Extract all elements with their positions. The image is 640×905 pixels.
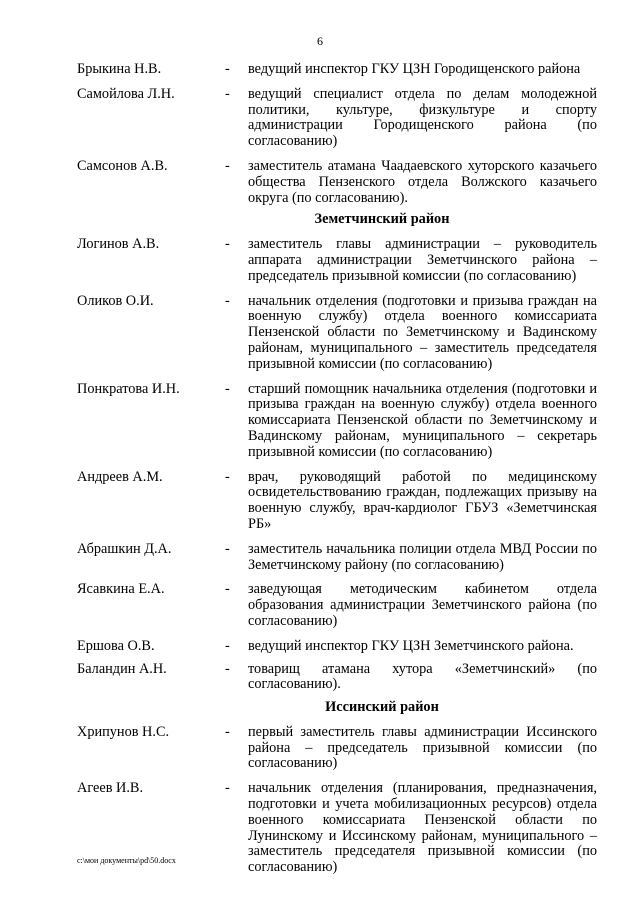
- dash-separator: -: [225, 540, 230, 557]
- dash-separator: -: [225, 660, 230, 677]
- dash-separator: -: [225, 780, 230, 797]
- section-title: Земетчинский район: [314, 211, 450, 228]
- person-name: Оликов О.И.: [77, 292, 154, 309]
- person-name: Хрипунов Н.С.: [77, 723, 170, 740]
- person-name: Логинов А.В.: [77, 236, 160, 253]
- person-name: Понкратова И.Н.: [77, 380, 180, 397]
- list-item: [77, 87, 597, 150]
- person-name: Ершова О.В.: [77, 637, 155, 654]
- person-role: врач, руководящий работой по медицинскому освидетельствованию граждан, подлежащих призыву на военную службу, врач-кардиолог ГБУЗ «Земетчинская РБ»: [248, 468, 597, 532]
- person-name: Брыкина Н.В.: [77, 61, 162, 77]
- person-name: Самойлова Л.Н.: [77, 85, 175, 102]
- person-name: Самсонов А.В.: [77, 157, 168, 174]
- person-name: Ясавкина Е.А.: [77, 581, 165, 598]
- dash-separator: -: [225, 581, 230, 598]
- dash-separator: -: [225, 723, 230, 740]
- list-item: [77, 294, 597, 373]
- list-item: [77, 237, 597, 284]
- dash-separator: -: [225, 236, 230, 253]
- dash-separator: -: [225, 61, 230, 77]
- footer-file-path: c:\мои документы\pd\50.docx: [77, 856, 176, 865]
- person-role: ведущий инспектор ГКУ ЦЗН Городищенского района: [248, 61, 581, 77]
- person-name: Агеев И.В.: [77, 780, 144, 797]
- person-role: начальник отделения (планирования, предназначения, подготовки и учета мобилизационных ресурсов) отдела военного комиссариата Пензенской области по Лунинскому и Иссинскому районам, муниципального – заместитель председателя призывной комиссии (по согласованию): [248, 780, 597, 876]
- section-title: Иссинский район: [325, 699, 439, 716]
- list-item: [77, 470, 597, 533]
- dash-separator: -: [225, 637, 230, 654]
- person-role: старший помощник начальника отделения (подготовки и призыва граждан на военную службу) отдела военного комиссариата Пензенской области по Земетчинскому и Вадинскому районам, муниципального – секретарь призывной комиссии (по согласованию): [248, 380, 597, 460]
- list-item: [77, 382, 597, 461]
- person-name: Андреев А.М.: [77, 468, 163, 485]
- list-item: [77, 159, 597, 206]
- person-name: Баландин А.Н.: [77, 660, 167, 677]
- list-item: [77, 542, 597, 574]
- dash-separator: -: [225, 85, 230, 102]
- person-role: начальник отделения (подготовки и призыва граждан на военную службу) отдела военного комиссариата Пензенской области по Земетчинскому и Вадинскому районам, муниципального – заместитель председателя призывной комиссии (по согласованию): [248, 292, 597, 372]
- person-role: первый заместитель главы администрации Иссинского района – председатель призывной комиссии (по согласованию): [248, 723, 597, 772]
- person-role: ведущий инспектор ГКУ ЦЗН Земетчинского района.: [248, 637, 574, 654]
- person-name: Абрашкин Д.А.: [77, 540, 172, 557]
- person-role: заведующая методическим кабинетом отдела образования администрации Земетчинского района (по согласованию): [248, 581, 597, 629]
- list-item: [77, 582, 597, 629]
- person-role: заместитель главы администрации – руководитель аппарата администрации Земетчинского района – председатель призывной комиссии (по согласованию): [248, 236, 597, 284]
- dash-separator: -: [225, 292, 230, 309]
- list-item: [77, 639, 597, 655]
- person-role: товарищ атамана хутора «Земетчинский» (по согласованию).: [248, 660, 597, 693]
- person-role: заместитель начальника полиции отдела МВД России по Земетчинскому району (по согласованию): [248, 540, 597, 573]
- page-number: 6: [317, 34, 323, 48]
- dash-separator: -: [225, 157, 230, 174]
- person-role: заместитель атамана Чаадаевского хуторского казачьего общества Пензенского отдела Волжского казачьего округа (по согласованию).: [248, 157, 597, 206]
- commission-list: [77, 62, 597, 876]
- dash-separator: -: [225, 380, 230, 397]
- list-item: [77, 62, 597, 78]
- list-item: [77, 725, 597, 772]
- person-role: ведущий специалист отдела по делам молодежной политики, культуре, физкультуре и спорту администрации Городищенского района (по согласованию): [248, 85, 597, 150]
- dash-separator: -: [225, 468, 230, 485]
- list-item: [77, 662, 597, 694]
